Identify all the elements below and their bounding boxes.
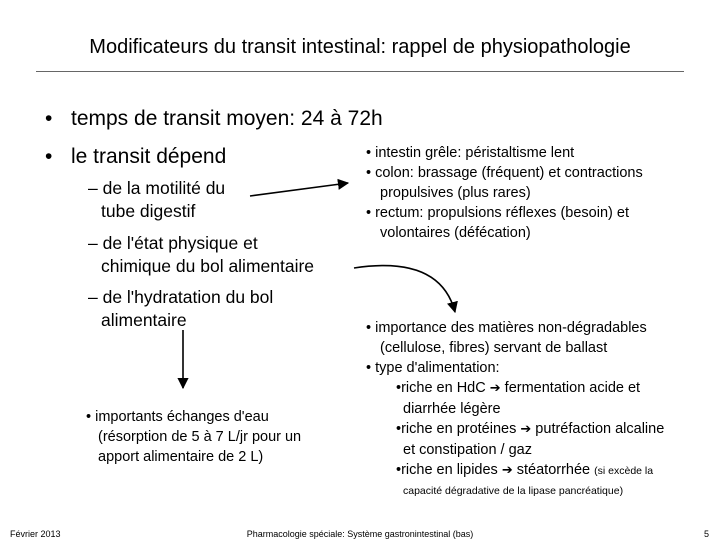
box-line: • type d'alimentation: [366,360,500,376]
box-line: • importants échanges d'eau [86,409,269,425]
arrow-motility-to-box [250,183,348,196]
arrow-right-icon: ➔ [501,463,513,478]
sub-item-line: chimique du bol alimentaire [101,256,315,276]
arrow-right-icon: ➔ [520,422,532,437]
bullet-text: le transit dépend [71,145,227,168]
box-line: • rectum: propulsions réflexes (besoin) et [366,205,629,221]
box-line: diarrhée légère [403,401,501,417]
sub-item-line: – de l'hydratation du bol [88,287,274,307]
footer-page-number: 5 [704,529,710,539]
sub-item-line: – de la motilité du [88,178,226,198]
bullet-dot: • [45,107,53,130]
sub-item-line: alimentaire [101,310,187,330]
arrow-right-icon: ➔ [489,381,501,396]
box-line: • intestin grêle: péristaltisme lent [366,145,575,161]
sub-item-line: – de l'état physique et [88,233,258,253]
diet-carbohydrates: •riche en HdC ➔ fermentation acide et [396,380,641,396]
footer-date: Février 2013 [10,529,61,539]
box-line: et constipation / gaz [403,442,532,458]
box-line: (cellulose, fibres) servant de ballast [380,340,608,356]
box-line: • importance des matières non-dégradables [366,320,647,336]
box-line: volontaires (défécation) [380,225,531,241]
diet-lipids: •riche en lipides ➔ stéatorrhée (si excède la [396,462,654,478]
slide-title: Modificateurs du transit intestinal: rappel de physiopathologie [89,36,631,58]
box-line: (résorption de 5 à 7 L/jr pour un [98,429,302,445]
box-line: propulsives (plus rares) [380,185,531,201]
bullet-dot: • [45,145,53,168]
box-line: apport alimentaire de 2 L) [98,449,264,465]
box-line: • colon: brassage (fréquent) et contractions [366,165,643,181]
box-line: capacité dégradative de la lipase pancréatique) [403,485,624,497]
diet-proteins: •riche en protéines ➔ putréfaction alcaline [396,421,665,437]
footer-course: Pharmacologie spéciale: Système gastronintestinal (bas) [246,529,474,539]
bullet-text: temps de transit moyen: 24 à 72h [71,107,383,130]
arrow-physical-to-box [354,266,455,312]
sub-item-line: tube digestif [101,201,196,221]
